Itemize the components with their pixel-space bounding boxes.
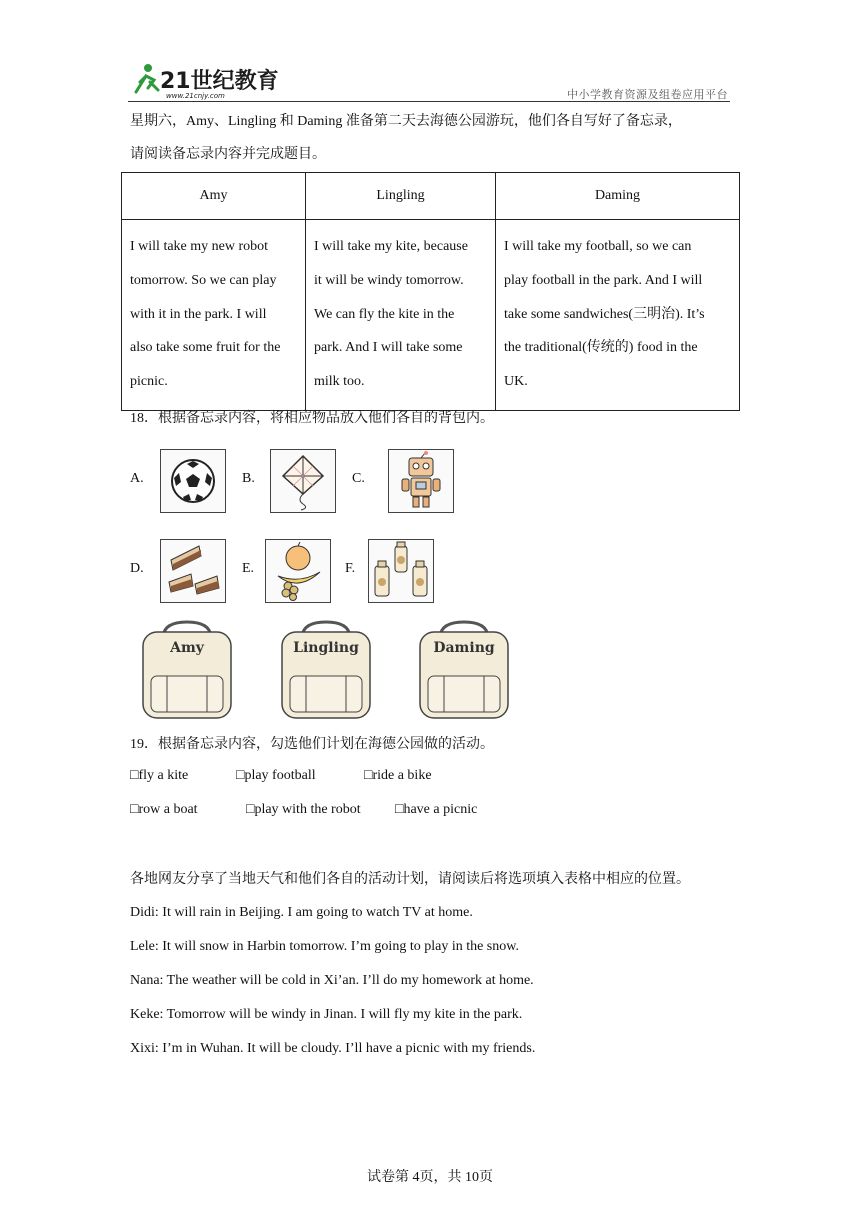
q19-title: 19．根据备忘录内容，勾选他们计划在海德公园做的活动。: [130, 737, 494, 752]
checkbox-play-football[interactable]: □play football: [236, 768, 316, 783]
memo-line: park. And I will take some: [314, 340, 463, 356]
memo-line: I will take my new robot: [130, 239, 269, 254]
option-d-label: D.: [130, 561, 144, 576]
option-f-label: F.: [345, 561, 356, 576]
memo-table: [121, 172, 740, 411]
memo-cell-lingling: [306, 220, 496, 411]
option-e-label: E.: [242, 561, 255, 576]
page-number: 试卷第 4页，共 10页: [367, 1170, 493, 1185]
logo-text: 21世纪教育: [160, 69, 278, 94]
memo-line: the traditional(传统的) food in the: [504, 340, 698, 356]
message-nana: Nana: The weather will be cold in Xi’an. I’ll do my homework at home.: [130, 973, 534, 988]
memo-line: also take some fruit for the: [130, 340, 281, 356]
intro-line-1: 星期六，Amy、Lingling 和 Daming 准备第二天去海德公园游玩，他们各自写好了备忘录，: [130, 114, 682, 129]
kite-icon[interactable]: [270, 449, 336, 513]
site-logo: [128, 62, 278, 102]
platform-name: 中小学教育资源及组卷应用平台: [567, 88, 728, 101]
memo-cell-daming: [496, 220, 740, 411]
memo-header-daming: Daming: [496, 173, 740, 220]
robot-icon[interactable]: [388, 449, 454, 513]
checkbox-row-boat[interactable]: □row a boat: [130, 802, 198, 817]
message-xixi: Xixi: I’m in Wuhan. It will be cloudy. I’ll have a picnic with my friends.: [130, 1041, 536, 1056]
memo-line: I will take my football, so we can: [504, 239, 692, 254]
option-c-label: C.: [352, 471, 365, 486]
memo-line: with it in the park. I will: [130, 306, 267, 322]
memo-header-lingling: Lingling: [306, 173, 496, 220]
memo-line: We can fly the kite in the: [314, 306, 455, 322]
option-a-label: A.: [130, 471, 144, 486]
fruit-icon[interactable]: [265, 539, 331, 603]
bag-label-lingling: Lingling: [293, 640, 359, 656]
sandwich-icon[interactable]: [160, 539, 226, 603]
memo-line: milk too.: [314, 374, 365, 390]
milk-icon[interactable]: [368, 539, 434, 603]
message-didi: Didi: It will rain in Beijing. I am going to watch TV at home.: [130, 905, 473, 920]
backpack-daming[interactable]: [410, 620, 518, 720]
memo-line: tomorrow. So we can play: [130, 272, 277, 288]
checkbox-have-picnic[interactable]: □have a picnic: [395, 802, 478, 817]
intro-line-2: 请阅读备忘录内容并完成题目。: [130, 147, 326, 162]
memo-cell-amy: [122, 220, 306, 411]
q18-title: 18．根据备忘录内容，将相应物品放入他们各自的背包内。: [130, 411, 494, 426]
logo-url: www.21cnjy.com: [166, 92, 225, 100]
memo-line: I will take my kite, because: [314, 239, 468, 254]
bag-label-daming: Daming: [433, 640, 495, 656]
option-b-label: B.: [242, 471, 255, 486]
backpack-amy[interactable]: [133, 620, 241, 720]
memo-header-amy: Amy: [122, 173, 306, 220]
memo-line: picnic.: [130, 374, 168, 390]
message-keke: Keke: Tomorrow will be windy in Jinan. I will fly my kite in the park.: [130, 1007, 523, 1022]
memo-line: it will be windy tomorrow.: [314, 272, 464, 288]
checkbox-ride-bike[interactable]: □ride a bike: [364, 768, 432, 783]
checkbox-play-robot[interactable]: □play with the robot: [246, 802, 361, 817]
checkbox-fly-kite[interactable]: □fly a kite: [130, 768, 189, 783]
football-icon[interactable]: [160, 449, 226, 513]
memo-line: UK.: [504, 374, 528, 390]
bag-label-amy: Amy: [170, 640, 204, 656]
message-lele: Lele: It will snow in Harbin tomorrow. I’m going to play in the snow.: [130, 939, 519, 954]
header-divider: [128, 101, 730, 102]
memo-line: play football in the park. And I will: [504, 272, 703, 288]
part2-intro: 各地网友分享了当地天气和他们各自的活动计划，请阅读后将选项填入表格中相应的位置。: [130, 872, 690, 887]
memo-line: take some sandwiches(三明治). It’s: [504, 306, 705, 322]
backpack-lingling[interactable]: [272, 620, 380, 720]
